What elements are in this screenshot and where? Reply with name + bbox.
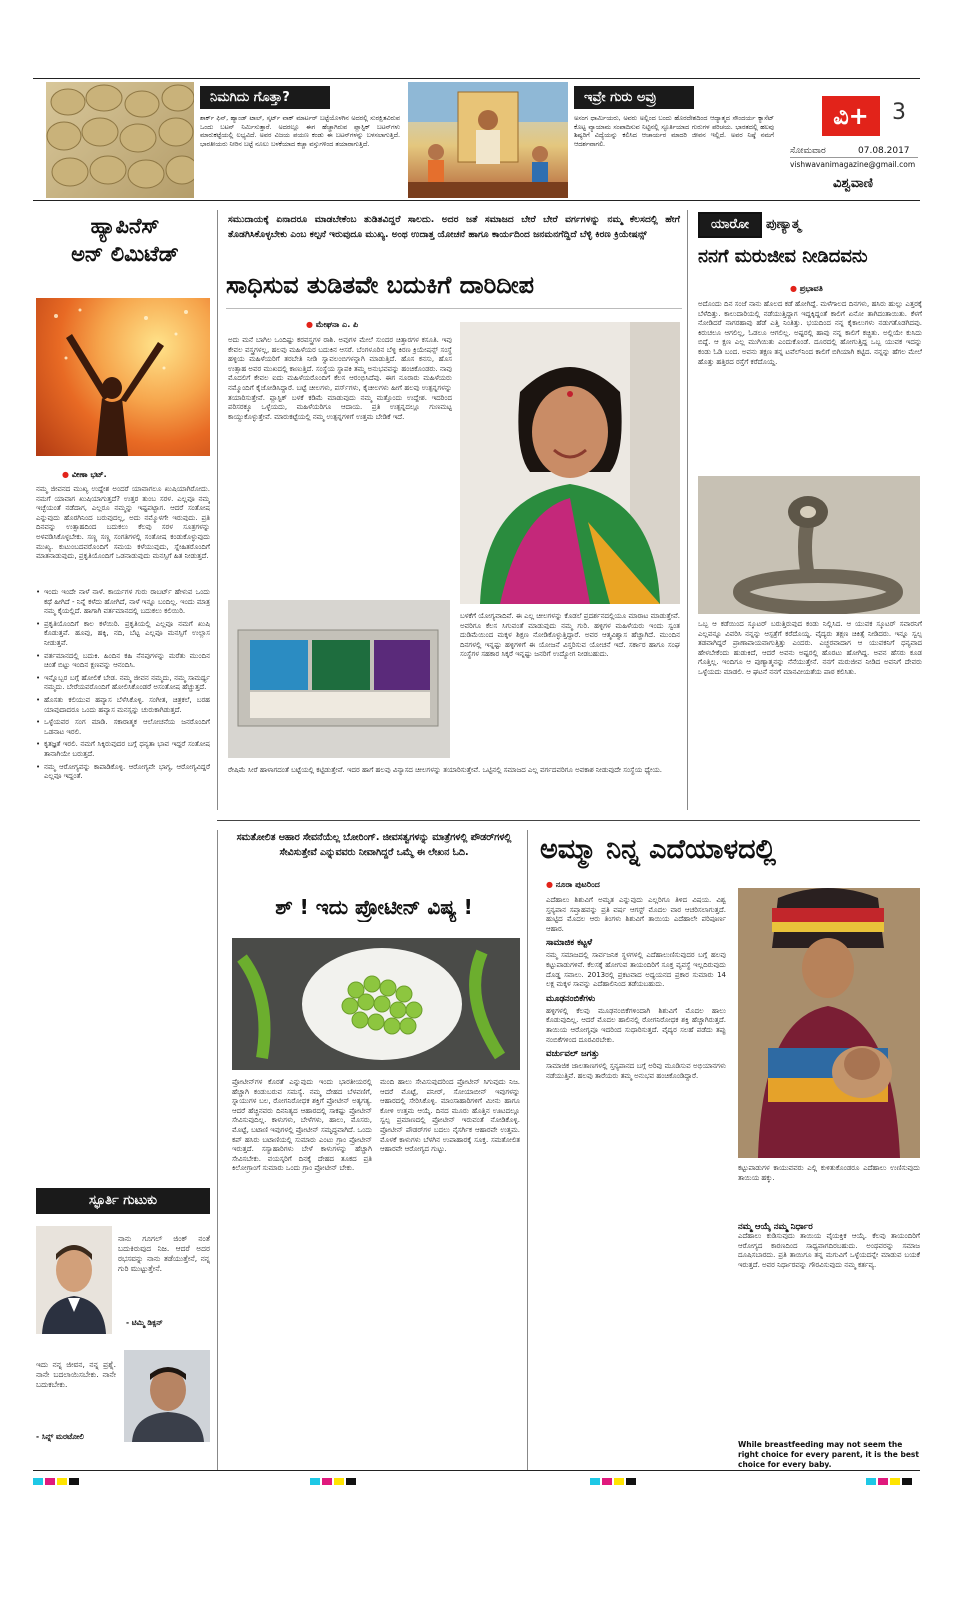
registration-marks-right xyxy=(866,1478,912,1485)
coins-photo xyxy=(46,82,194,198)
header-bottom-rule xyxy=(33,200,920,201)
fabric-bags-illustration xyxy=(228,600,450,758)
savior-body-2: ಒಬ್ಬ ಆ ಕಡೆಯಿಂದ ಸ್ಕೂಟರ್ ಬರುತ್ತಿರುವುದ ಕಂಡು ನಿಲ್ಲಿಸಿದ. ಆ ಯುವಕ ಸ್ಕೂಟರ್ ಸವಾರನಿಗೆ ಎಲ್ಲವನ್ನೂ ವಿವರಿಸಿ ನನ್ನನ್ನು ಆಸ್ಪತ್ರೆಗೆ ಕರೆದೊಯ್ದ. ವೈದ್ಯರು ತಕ್ಷಣ ಚಿಕಿತ್ಸೆ ನೀಡಿದರು. ಇನ್ನೂ ಸ್ವಲ್ಪ ತಡವಾಗಿದ್ದರೆ ಪ್ರಾಣಾಪಾಯವಾಗುತ್ತಿತ್ತು ಎಂದರು. ಎಚ್ಚರವಾದಾಗ ಆ ಯುವಕನಿಗೆ ಧನ್ಯವಾದ ಹೇಳಬೇಕೆಂದು ಹುಡುಕಿದೆ, ಆದರೆ ಅವನು ಅಷ್ಟರಲ್ಲಿ ಹೊರಟು ಹೋಗಿದ್ದ. ಅವನ ಹೆಸರು ಕೂಡ ಗೊತ್ತಿಲ್ಲ. ಇಂದಿಗೂ ಆ ಪುಣ್ಯಾತ್ಮನನ್ನು ನೆನೆಯುತ್ತೇನೆ. ನನಗೆ ಮರುಜೀವ ನೀಡಿದ ಅವನಿಗೆ ದೇವರು ಒಳ್ಳೆಯದು ಮಾಡಲಿ. ಆ ಘಟನೆ ನನಗೆ ಮಾನವೀಯತೆಯ ಪಾಠ ಕಲಿಸಿತು. xyxy=(698,620,922,676)
amma-para-3: ಸಾಮಾಜಿಕ ಜಾಲತಾಣಗಳಲ್ಲಿ ಸ್ತನ್ಯಪಾನದ ಬಗ್ಗೆ ಅರಿವು ಮೂಡಿಸುವ ಅಭಿಯಾನಗಳು ನಡೆಯುತ್ತಿವೆ. ಹಲವು ತಾರೆಯರು ತಮ್ಮ ಅನುಭವ ಹಂಚಿಕೊಂಡಿದ್ದಾರೆ. xyxy=(546,1062,726,1080)
happiness-photo xyxy=(36,298,210,456)
yellow-swatch xyxy=(890,1478,900,1485)
registration-marks-left xyxy=(33,1478,79,1485)
bottom-rule xyxy=(33,1470,920,1471)
savior-headline: ನನಗೆ ಮರುಜೀವ ನೀಡಿದವನು xyxy=(698,246,868,267)
mid-rule xyxy=(217,820,920,821)
byline-bullet-icon: ● xyxy=(306,320,316,329)
feature-headline: ಸಾಧಿಸುವ ತುಡಿತವೇ ಬದುಕಿಗೆ ದಾರಿದೀಪ xyxy=(226,271,535,299)
list-item: • ಒಳ್ಳೆಯವರ ಸಂಗ ಮಾಡಿ. ಸಕಾರಾತ್ಮಕ ಆಲೋಚನೆಯ ಜನರೊಂದಿಗೆ ಒಡನಾಟ ಇರಲಿ. xyxy=(36,718,210,737)
feature-byline xyxy=(306,320,358,330)
column-label-plain: ಪುಣ್ಯಾತ್ಮ xyxy=(766,217,801,232)
quote1-text: ನಾನು ಗೂಗಲ್ ಜಿಂಕ್ ನಂತೆ ಬದುಕಿರುವುದ ನಿಜ. ಆದರೆ ಅದರ ರಭಸವನ್ನು ನಾನು ತಡೆಯುತ್ತೇನೆ, ನನ್ನ ಗುರಿ ಮುಟ್ಟುತ್ತೇನೆ. xyxy=(118,1234,210,1273)
brand-name: ವಿಶ್ವವಾಣಿ xyxy=(833,176,873,191)
byline-bullet-icon: ● xyxy=(790,284,800,293)
guru-label: ಇವ್ರೇ ಗುರು ಅವ್ರು xyxy=(574,86,694,109)
feature-body: ಅದು ಮನೆ ಬಾಗಿಲ ಒಂದಿಷ್ಟು ಕರವಸ್ತ್ರಗಳ ರಾಶಿ. ಅವುಗಳ ಮೇಲೆ ಸುಂದರ ಚಿತ್ತಾರಗಳ ಕಸೂತಿ. ಇವು ಕೇವಲ ವಸ್ತ್ರಗಳಲ್ಲ, ಹಲವು ಮಹಿಳೆಯರ ಬದುಕಿನ ಆಸರೆ. ಬೆಂಗಳೂರಿನ ಬೆಳ್ಳಿ ಕಿರಣ ಕ್ರಿಯೇಷನ್ಸ್ ಸಂಸ್ಥೆ ಹಳ್ಳಿಯ ಮಹಿಳೆಯರಿಗೆ ತರಬೇತಿ ನೀಡಿ ಸ್ವಾವಲಂಬಿಗಳನ್ನಾಗಿ ಮಾಡುತ್ತಿದೆ. ಹೊಸ ಕನಸು, ಹೊಸ ಉತ್ಸಾಹ ಅವರ ಮುಖದಲ್ಲಿ ಕಾಣುತ್ತಿದೆ. ಸಂಸ್ಥೆಯ ಸ್ಥಾಪಕಿ ತಮ್ಮ ಅನುಭವವನ್ನು ಹಂಚಿಕೊಂಡರು. ನಾವು ಮೊದಲಿಗೆ ಕೇವಲ ಐದು ಮಹಿಳೆಯರೊಂದಿಗೆ ಕೆಲಸ ಆರಂಭಿಸಿದೆವು. ಈಗ ನೂರಾರು ಮಹಿಳೆಯರು ನಮ್ಮೊಂದಿಗೆ ಕೈಜೋಡಿಸಿದ್ದಾರೆ. ಬಟ್ಟೆ ಚೀಲಗಳು, ಪರ್ಸ್‌ಗಳು, ಕೈಚೀಲಗಳು ಹೀಗೆ ಹಲವು ಉತ್ಪನ್ನಗಳನ್ನು ತಯಾರಿಸುತ್ತೇವೆ. ಪ್ಲಾಸ್ಟಿಕ್ ಬಳಕೆ ಕಡಿಮೆ ಮಾಡುವುದು ನಮ್ಮ ಮತ್ತೊಂದು ಉದ್ದೇಶ. ಇದರಿಂದ ಪರಿಸರಕ್ಕೂ ಒಳ್ಳೆಯದು, ಮಹಿಳೆಯರಿಗೂ ಆದಾಯ. ಪ್ರತಿ ಉತ್ಪನ್ನದಲ್ಲೂ ಗುಣಮಟ್ಟ ಕಾಯ್ದುಕೊಳ್ಳುತ್ತೇವೆ. ಮಾರುಕಟ್ಟೆಯಲ್ಲಿ ನಮ್ಮ ಉತ್ಪನ್ನಗಳಿಗೆ ಉತ್ತಮ ಬೇಡಿಕೆ ಇದೆ. xyxy=(228,336,452,421)
column-label-boxed: ಯಾರೋ xyxy=(698,212,762,238)
did-you-know-label: ನಿಮಗಿದು ಗೊತ್ತಾ? xyxy=(200,86,330,109)
savior-byline xyxy=(790,284,823,294)
amma-para-1: ನಮ್ಮ ಸಮಾಜದಲ್ಲಿ ಸಾರ್ವಜನಿಕ ಸ್ಥಳಗಳಲ್ಲಿ ಎದೆಹಾಲುಣಿಸುವುದರ ಬಗ್ಗೆ ಹಲವು ಕಟ್ಟುಪಾಡುಗಳಿವೆ. ಕೆಲಸಕ್ಕೆ ಹೋಗುವ ತಾಯಂದಿರಿಗೆ ಸೂಕ್ತ ವ್ಯವಸ್ಥೆ ಇಲ್ಲದಿರುವುದು ದೊಡ್ಡ ಸವಾಲು. 2013ರಲ್ಲಿ ಪ್ರಕಟವಾದ ಅಧ್ಯಯನದ ಪ್ರಕಾರ ಸುಮಾರು 14 ಲಕ್ಷ ಮಕ್ಕಳ ಸಾವನ್ನು ಎದೆಹಾಲಿನಿಂದ ತಡೆಯಬಹುದು. xyxy=(546,951,726,989)
list-item: • ವರ್ತಮಾನದಲ್ಲಿ ಬದುಕಿ. ಹಿಂದಿನ ಕಹಿ ನೆನಪುಗಳನ್ನು ಮರೆತು ಮುಂದಿನ ಚಿಂತೆ ಬಿಟ್ಟು ಇಂದಿನ ಕ್ಷಣವನ್ನು ಆನಂದಿಸಿ. xyxy=(36,652,210,671)
date-label: 07.08.2017 xyxy=(858,146,910,156)
quote2-text: ಇದು ನನ್ನ ಜೀವನ, ನನ್ನ ಪ್ರಶ್ನೆ. ನಾನೇ ಬದಲಾಯಿಸಬೇಕು. ನಾನೇ ಬದುಕಬೇಕು. xyxy=(36,1360,116,1389)
magenta-swatch xyxy=(45,1478,55,1485)
amma-para-4: ಎದೆಹಾಲು ಕುಡಿಸುವುದು ತಾಯಿಯ ವೈಯಕ್ತಿಕ ಆಯ್ಕೆ. ಕೆಲವು ತಾಯಂದಿರಿಗೆ ಆರೋಗ್ಯದ ಕಾರಣದಿಂದ ಸಾಧ್ಯವಾಗದಿರಬಹುದು. ಅಂಥವರನ್ನು ಸಮಾಜ ದೂಷಿಸಬಾರದು. ಪ್ರತಿ ತಾಯಿಗೂ ತನ್ನ ಮಗುವಿಗೆ ಒಳ್ಳೆಯದನ್ನೇ ಮಾಡುವ ಬಯಕೆ ಇರುತ್ತದೆ. ಅವರ ನಿರ್ಧಾರವನ್ನು ಗೌರವಿಸುವುದು ನಮ್ಮ ಕರ್ತವ್ಯ. xyxy=(738,1232,920,1269)
list-item: • ನಮ್ಮ ಆರೋಗ್ಯವನ್ನು ಕಾಪಾಡಿಕೊಳ್ಳಿ. ಆರೋಗ್ಯವೇ ಭಾಗ್ಯ, ಆರೋಗ್ಯವಿದ್ದರೆ ಎಲ್ಲವೂ ಇದ್ದಂತೆ. xyxy=(36,763,210,782)
masthead-rule xyxy=(790,157,918,158)
black-swatch xyxy=(902,1478,912,1485)
savior-body: ಅದೊಂದು ದಿನ ಸಂಜೆ ನಾನು ಹೊಲದ ಕಡೆ ಹೋಗಿದ್ದೆ. ಮಳೆಗಾಲದ ದಿನಗಳು, ಹಸಿರು ಹುಲ್ಲು ಎತ್ತರಕ್ಕೆ ಬೆಳೆದಿತ್ತು. ಕಾಲುದಾರಿಯಲ್ಲಿ ನಡೆಯುತ್ತಿದ್ದಾಗ ಇದ್ದಕ್ಕಿದ್ದಂತೆ ಕಾಲಿಗೆ ಏನೋ ತಾಗಿದಂತಾಯಿತು. ಕೆಳಗೆ ನೋಡಿದರೆ ನಾಗರಹಾವು ಹೆಡೆ ಎತ್ತಿ ನಿಂತಿತ್ತು. ಭಯದಿಂದ ನನ್ನ ಕೈಕಾಲುಗಳು ನಡುಗತೊಡಗಿದವು. ಕಿರುಚಲೂ ಆಗಲಿಲ್ಲ, ಓಡಲೂ ಆಗಲಿಲ್ಲ. ಅಷ್ಟರಲ್ಲಿ ಹಾವು ನನ್ನ ಕಾಲಿಗೆ ಕಚ್ಚಿತು. ಅಲ್ಲಿಯೇ ಕುಸಿದು ಬಿದ್ದೆ. ಆ ಕ್ಷಣ ಎಲ್ಲ ಮುಗಿಯಿತು ಎಂದುಕೊಂಡೆ. ದೂರದಲ್ಲಿ ಹೋಗುತ್ತಿದ್ದ ಒಬ್ಬ ಯುವಕ ಇದನ್ನು ಕಂಡು ಓಡಿ ಬಂದ. ಅವನು ತಕ್ಷಣ ತನ್ನ ಟವೆಲ್‌ನಿಂದ ಕಾಲಿಗೆ ಬಿಗಿಯಾಗಿ ಕಟ್ಟಿದ. ನನ್ನನ್ನು ಹೆಗಲ ಮೇಲೆ ಹೊತ್ತು ಹತ್ತಿರದ ರಸ್ತೆಗೆ ಕರೆದೊಯ್ದ. xyxy=(698,300,922,366)
list-item: • ಕೃತಜ್ಞತೆ ಇರಲಿ. ನಮಗೆ ಸಿಕ್ಕಿರುವುದರ ಬಗ್ಗೆ ಧನ್ಯತಾ ಭಾವ ಇದ್ದರೆ ಸಂತೋಷ ತಾನಾಗಿಯೇ ಬರುತ್ತದೆ. xyxy=(36,740,210,759)
registration-marks-center-right xyxy=(590,1478,636,1485)
feature-portrait xyxy=(460,322,680,604)
happiness-title-line2: ಅನ್ ಲಿಮಿಟೆಡ್ xyxy=(71,242,179,266)
amma-intro: ಎದೆಹಾಲು ಶಿಶುವಿಗೆ ಅಮೃತ ಎನ್ನುವುದು ಎಲ್ಲರಿಗೂ ತಿಳಿದ ವಿಷಯ. ವಿಶ್ವ ಸ್ತನ್ಯಪಾನ ಸಪ್ತಾಹವನ್ನು ಪ್ರತಿ ವರ್ಷ ಆಗಸ್ಟ್ ಮೊದಲ ವಾರ ಆಚರಿಸಲಾಗುತ್ತದೆ. ಹುಟ್ಟಿದ ಮೊದಲ ಆರು ತಿಂಗಳು ಶಿಶುವಿಗೆ ತಾಯಿಯ ಎದೆಹಾಲೇ ಪರಿಪೂರ್ಣ ಆಹಾರ. xyxy=(546,896,726,933)
column-rule-2 xyxy=(687,210,688,810)
cyan-swatch xyxy=(33,1478,43,1485)
guru-illustration xyxy=(408,82,568,198)
amma-left-column xyxy=(546,896,726,1466)
feature-body-2: ಬಳಕೆಗೆ ಯೋಗ್ಯವಾದಿವೆ. ಈ ಎಲ್ಲ ಚೀಲಗಳನ್ನು ಕೊಡಲೆ ಪ್ರದರ್ಶನದಲ್ಲಿಯೂ ಮಾರಾಟ ಮಾಡುತ್ತೇವೆ. ಅವರಿಗೂ ಕೆಲಸ ಸಿಗುವಂತೆ ಮಾಡುವುದು ನಮ್ಮ ಗುರಿ. ಹಳ್ಳಿಗಳ ಮಹಿಳೆಯರು ಇಂದು ಸ್ವಂತ ದುಡಿಮೆಯಿಂದ ಮಕ್ಕಳ ಶಿಕ್ಷಣ ನೋಡಿಕೊಳ್ಳುತ್ತಿದ್ದಾರೆ. ಅವರ ಆತ್ಮವಿಶ್ವಾಸ ಹೆಚ್ಚಾಗಿದೆ. ಮುಂದಿನ ದಿನಗಳಲ್ಲಿ ಇನ್ನಷ್ಟು ಹಳ್ಳಿಗಳಿಗೆ ಈ ಯೋಜನೆ ವಿಸ್ತರಿಸುವ ಯೋಚನೆ ಇದೆ. ಸರ್ಕಾರ ಹಾಗೂ ಸಂಘ ಸಂಸ್ಥೆಗಳ ಸಹಕಾರ ಸಿಕ್ಕರೆ ಇನ್ನಷ್ಟು ಜನರಿಗೆ ಉದ್ಯೋಗ ನೀಡಬಹುದು. xyxy=(460,612,680,659)
magenta-swatch xyxy=(602,1478,612,1485)
column-rule-3 xyxy=(527,830,528,1470)
quote2-photo xyxy=(124,1350,210,1442)
column-rule-1 xyxy=(217,210,218,810)
amma-byline xyxy=(546,880,600,890)
woman-portrait xyxy=(460,322,680,604)
black-swatch xyxy=(626,1478,636,1485)
happiness-byline-text: ವೀಣಾ ಭಟ್. xyxy=(71,470,107,479)
list-item: • ಹೊಸತು ಕಲಿಯುವ ಹವ್ಯಾಸ ಬೆಳೆಸಿಕೊಳ್ಳಿ. ಸಂಗೀತ, ಚಿತ್ರಕಲೆ, ಬರಹ ಯಾವುದಾದರೂ ಒಂದು ಹವ್ಯಾಸ ಮನಸ್ಸನ್ನು ಚುರುಕಾಗಿಡುತ್ತದೆ. xyxy=(36,696,210,715)
happiness-intro: ನಮ್ಮ ಜೀವನದ ಮುಖ್ಯ ಉದ್ದೇಶ ಅಂದರೆ ಯಾವಾಗಲೂ ಖುಷಿಯಾಗಿರೋದು. ನಮಗೆ ಯಾವಾಗ ಖುಷಿಯಾಗುತ್ತದೆ? ಉತ್ತರ ತುಂಬ ಸರಳ. ಎಲ್ಲವೂ ನಮ್ಮ ಇಚ್ಛೆಯಂತೆ ನಡೆದಾಗ, ಎಲ್ಲರೂ ನಮ್ಮನ್ನು ಇಷ್ಟಪಟ್ಟಾಗ. ಆದರೆ ಸಂತೋಷ ಎನ್ನುವುದು ಹೊರಗಿನಿಂದ ಬರುವುದಲ್ಲ, ಅದು ನಮ್ಮೊಳಗೇ ಇರುವುದು. ಪ್ರತಿ ದಿನವನ್ನು ಉತ್ಸಾಹದಿಂದ ಬದುಕಲು ಕೆಲವು ಸರಳ ಸೂತ್ರಗಳನ್ನು ಅಳವಡಿಸಿಕೊಳ್ಳಬೇಕು. ಸಣ್ಣ ಸಣ್ಣ ಸಂಗತಿಗಳಲ್ಲಿ ಸಂತೋಷ ಕಂಡುಕೊಳ್ಳುವುದು ಮುಖ್ಯ. ಕುಟುಂಬದವರೊಂದಿಗೆ ಸಮಯ ಕಳೆಯುವುದು, ಸ್ನೇಹಿತರೊಂದಿಗೆ ಮಾತನಾಡುವುದು, ಪ್ರಕೃತಿಯೊಂದಿಗೆ ಒಡನಾಡುವುದು ಮನಸ್ಸಿಗೆ ಹಿತ ನೀಡುತ್ತದೆ. xyxy=(36,485,210,561)
amma-headline: ಅಮ್ಮಾ ನಿನ್ನ ಎದೆಯಾಳದಲ್ಲಿ xyxy=(540,834,776,865)
man-portrait xyxy=(36,1226,112,1334)
byline-bullet-icon: ● xyxy=(62,470,72,479)
quote1-photo xyxy=(36,1226,112,1334)
mother-child-illustration xyxy=(738,888,920,1158)
happiness-title xyxy=(40,212,210,268)
yellow-swatch xyxy=(614,1478,624,1485)
brand-logo: ವಿ+ xyxy=(822,96,880,136)
cobra-illustration xyxy=(698,476,920,614)
black-swatch xyxy=(69,1478,79,1485)
registration-marks-center xyxy=(310,1478,356,1485)
yellow-swatch xyxy=(57,1478,67,1485)
list-item: • ಪ್ರಕೃತಿಯೊಂದಿಗೆ ಕಾಲ ಕಳೆಯಿರಿ. ಪ್ರಕೃತಿಯಲ್ಲಿ ಎಲ್ಲವೂ ನಮಗೆ ಖುಷಿ ಕೊಡುತ್ತವೆ. ಹೂವು, ಹಕ್ಕಿ, ನದಿ, ಬೆಟ್ಟ ಎಲ್ಲವೂ ಮನಸ್ಸಿಗೆ ಉಲ್ಲಾಸ ನೀಡುತ್ತವೆ. xyxy=(36,620,210,649)
feature-deck: ಸಮುದಾಯಕ್ಕೆ ಏನಾದರೂ ಮಾಡಬೇಕೆಂಬ ತುಡಿತವಿದ್ದರೆ ಸಾಲದು. ಅದರ ಜತೆ ಸಮಾಜದ ಬೇರೆ ಬೇರೆ ವರ್ಗಗಳನ್ನು ನಮ್ಮ ಕೆಲಸದಲ್ಲಿ ಹೇಗೆ ತೊಡಗಿಸಿಕೊಳ್ಳಬೇಕು ಎಂಬ ಕಲ್ಪನೆ ಇರುವುದೂ ಮುಖ್ಯ. ಅಂಥ ಉದಾತ್ತ ಯೋಚನೆ ಹಾಗೂ ಕಾರ್ಯದಿಂದ ಜನಮನಗೆದ್ದಿದೆ ಬೆಳ್ಳಿ ಕಿರಣ ಕ್ರಿಯೇಷನ್ಸ್ xyxy=(228,214,680,240)
coins-illustration xyxy=(46,82,194,198)
top-rule xyxy=(33,78,920,79)
byline-bullet-icon: ● xyxy=(546,880,556,889)
list-item: • ಇಂದು ಇಂದೇ ನಾಳೆ ನಾಳೆ. ಕಾರ್ಯಗಳ ಗುರು ರಾಬರ್ಟ್ ಹೇಳುವ ಒಂದು ಕಥೆ ಹೀಗಿದೆ - ನಿನ್ನೆ ಕಳೆದು ಹೋಗಿದೆ, ನಾಳೆ ಇನ್ನೂ ಬಂದಿಲ್ಲ. ಇಂದು ಮಾತ್ರ ನಮ್ಮ ಕೈಯಲ್ಲಿದೆ. ಹಾಗಾಗಿ ವರ್ತಮಾನದಲ್ಲಿ ಬದುಕಲು ಕಲಿಯಿರಿ. xyxy=(36,588,210,617)
amma-side-caption: ಕಟ್ಟುಪಾಡುಗಳ ಕಾಯುವವರು ಎಲ್ಲಿ ಕುಳಿತುಕೊಂಡರೂ ಎದೆಹಾಲು ಉಣಿಸುವುದು ತಾಯಿಯ ಹಕ್ಕು. xyxy=(738,1164,920,1182)
list-item: • ಇನ್ನೊಬ್ಬರ ಬಗ್ಗೆ ಹೋಲಿಕೆ ಬೇಡ. ನಮ್ಮ ಜೀವನ ನಮ್ಮದು, ನಮ್ಮ ಸಾಮರ್ಥ್ಯ ನಮ್ಮದು. ಬೇರೆಯವರೊಂದಿಗೆ ಹೋಲಿಸಿಕೊಂಡರೆ ಅಸಂತೋಷ ಹೆಚ್ಚುತ್ತದೆ. xyxy=(36,674,210,693)
bags-photo xyxy=(228,600,450,758)
email-link[interactable]: vishwavanimagazine@gmail.com xyxy=(790,160,916,169)
savior-byline-text: ಪ್ರಭಾವತಿ xyxy=(799,284,823,293)
amma-subhead-2: ಮೂಢನಂಬಿಕೆಗಳು xyxy=(546,993,596,1004)
cyan-swatch xyxy=(310,1478,320,1485)
yellow-swatch xyxy=(334,1478,344,1485)
amma-subhead-1: ಸಾಮಾಜಿಕ ಕಟ್ಟಳೆ xyxy=(546,938,593,949)
happiness-byline xyxy=(62,470,107,480)
happiness-tips-list xyxy=(36,588,210,1173)
green-peas-illustration xyxy=(232,938,520,1070)
inspiration-label: ಸ್ಫೂರ್ತಿ ಗುಟುಕು xyxy=(36,1188,210,1214)
protein-deck: ಸಮತೋಲಿತ ಆಹಾರ ಸೇವನೆಯೆಲ್ಲ ಬೋರಿಂಗ್. ಜೀವಸತ್ವಗಳನ್ನು ಮಾತ್ರೆಗಳಲ್ಲಿ ಪೌಡರ್‌ಗಳಲ್ಲಿ ಸೇವಿಸುತ್ತೇವೆ ಎನ್ನುವವರು ನೀವಾಗಿದ್ದರೆ ಒಮ್ಮೆ ಈ ಲೇಖನ ಓದಿ. xyxy=(236,832,512,858)
day-label: ಸೋಮವಾರ xyxy=(790,146,826,156)
amma-byline-text: ನೂರಾ ಪುಟರಿಂದ xyxy=(555,880,600,889)
did-you-know-text: ಶಾರ್ಕ್ ಫಿನ್, ಹ್ಯಾಂಡ್ ಟಾಲ್, ಸ್ಕರ್ಟ್ ವಾಕ್ ಮಾರ್ಟರ್ ಬಟ್ಟೆಯೊಳಗಿನ ಅದರಲ್ಲಿ ಸುರಕ್ಷಿತವಿರುವ ಒಂದು ಬಟನ್ ನಿರ್ಮಿಸುತ್ತಾರೆ. ಅದರಲ್ಲೂ ಈಗ ಹೆಚ್ಚಾಗಿರುವ ಪ್ಲಾಸ್ಟಿಕ್ ಬಟನ್‌ಗಳು ಮಾರುಕಟ್ಟೆಯಲ್ಲಿ ಲಭ್ಯವಿದೆ. ಅವರ ವಿಜಯ ಪಯಣ ಕಂಡು ಈ ಬಟನ್‌ಗಳನ್ನು ಬಳಸಲಾಗುತ್ತಿದೆ. ಭಾರತೀಯರು ನೀರಿನ ಬಟ್ಟೆ ನೂಲು ಬಳಕೆಯಾದ ಕಚ್ಚಾ ವಸ್ತುಗಳಿಂದ ತಯಾರಾಗುತ್ತಿದೆ. xyxy=(200,114,400,148)
happiness-title-line1: ಹ್ಯಾಪಿನೆಸ್ xyxy=(90,214,160,238)
quote2-author: - ಸಿನ್ನ್ ಮರಟೋಲಿ xyxy=(36,1432,84,1441)
feature-byline-text: ಮೇಘನಾ ಎ. ಪಿ xyxy=(315,320,359,329)
amma-subhead-4: ನಮ್ಮ ಆಯ್ಕೆ ನಮ್ಮ ನಿರ್ಧಾರ xyxy=(738,1222,813,1232)
quote1-author: - ಟಿಮ್ಮಿ ಡಿಕ್ಸನ್ xyxy=(126,1318,163,1327)
guru-painting xyxy=(408,82,568,198)
page-number: 3 xyxy=(892,100,906,125)
cyan-swatch xyxy=(590,1478,600,1485)
protein-headline: ಶ್ ! ಇದು ಪ್ರೋಟೀನ್ ವಿಷ್ಯ ! xyxy=(275,895,473,919)
man-portrait-2 xyxy=(124,1350,210,1442)
guru-text: ಅಸಂಗ ಧಾರ್ಮಿಯರು, ಅವರು ಅಲ್ಲಿಂದ ಬಂದು ಹೊರದೇಶದಿಂದ ಆದ್ಯಾತ್ಮದ ಸೌಂದರ್ಯ ಕ್ಯಾಸೆಟ್ ಕೊಟ್ಟ ವ್ಯಾಯಾಮ ಸಂಪಾದಿಸುವ ನಿಟ್ಟಿನಲ್ಲಿ ಸ್ಫೂರ್ತಿಯಾದ ಗುರುಗಳ ಪರಿಚಯ. ಭಾರತದಲ್ಲಿ ಹಲವು ಶಿಷ್ಯರಿಗೆ ವಿದ್ಯೆಯನ್ನು ಕಲಿಸಿದ ಆಚಾರ್ಯರ ಮಾದರಿ ಜೀವನ ಇಲ್ಲಿದೆ. ಅವರ ನಿಷ್ಠೆ ನಮಗೆ ಆದರ್ಶವಾಗಲಿ. xyxy=(574,114,774,148)
feature-body-3: ರೇಷಿಮೆ ಸೀರೆ ಹಾಳಾಗದಂತೆ ಬಟ್ಟೆಯಲ್ಲಿ ಕಟ್ಟಿಡುತ್ತೇವೆ. ಇದರ ಹಾಗೆ ಹಲವು ವಿನ್ಯಾಸದ ಚೀಲಗಳನ್ನು ತಯಾರಿಸುತ್ತೇವೆ. ಒಟ್ಟಿನಲ್ಲಿ ಸಮಾಜದ ಎಲ್ಲ ವರ್ಗದವರಿಗೂ ಅವಕಾಶ ನೀಡುವುದೇ ಸಂಸ್ಥೆಯ ಧ್ಯೇಯ. xyxy=(228,766,663,774)
amma-para-2: ಹಳ್ಳಿಗಳಲ್ಲಿ ಕೆಲವು ಮೂಢನಂಬಿಕೆಗಳಿಂದಾಗಿ ಶಿಶುವಿಗೆ ಮೊದಲ ಹಾಲು ಕೊಡುವುದಿಲ್ಲ. ಆದರೆ ಮೊದಲ ಹಾಲಿನಲ್ಲಿ ರೋಗನಿರೋಧಕ ಶಕ್ತಿ ಹೆಚ್ಚಾಗಿರುತ್ತದೆ. ತಾಯಿಯ ಆರೋಗ್ಯವೂ ಇದರಿಂದ ಸುಧಾರಿಸುತ್ತದೆ. ವೈದ್ಯರ ಸಲಹೆ ಪಡೆದು ತಪ್ಪು ನಂಬಿಕೆಗಳಿಂದ ದೂರವಿರಬೇಕು. xyxy=(546,1006,726,1044)
joyful-silhouette xyxy=(36,298,210,456)
cobra-photo xyxy=(698,476,920,614)
protein-body-2: ಮಂದಿ ಹಾಲು ಸೇವಿಸುವುದರಿಂದ ಪ್ರೋಟೀನ್ ಸಿಗುವುದು ನಿಜ. ಆದರೆ ಮೊಟ್ಟೆ, ಪನೀರ್, ಸೋಯಾಬೀನ್ ಇವುಗಳನ್ನು ಆಹಾರದಲ್ಲಿ ಸೇರಿಸಿಕೊಳ್ಳಿ. ಮಾಂಸಾಹಾರಿಗಳಿಗೆ ಮೀನು ಹಾಗೂ ಕೋಳಿ ಉತ್ತಮ ಆಯ್ಕೆ. ದಿನದ ಮೂರು ಹೊತ್ತಿನ ಊಟದಲ್ಲೂ ಸ್ವಲ್ಪ ಪ್ರಮಾಣದಲ್ಲಿ ಪ್ರೋಟೀನ್ ಇರುವಂತೆ ನೋಡಿಕೊಳ್ಳಿ. ಪ್ರೋಟೀನ್ ಪೌಡರ್‌ಗಳ ಬದಲು ನೈಸರ್ಗಿಕ ಆಹಾರವೇ ಉತ್ತಮ. ಮೊಳಕೆ ಕಾಳುಗಳು ಬೆಳಗಿನ ಉಪಾಹಾರಕ್ಕೆ ಸೂಕ್ತ. ಸಮತೋಲಿತ ಆಹಾರವೇ ಆರೋಗ್ಯದ ಗುಟ್ಟು. xyxy=(380,1078,520,1154)
magenta-swatch xyxy=(878,1478,888,1485)
mother-photo xyxy=(738,888,920,1158)
amma-subhead-3: ವರ್ಚುವಲ್ ಜಗತ್ತು xyxy=(546,1049,600,1060)
cyan-swatch xyxy=(866,1478,876,1485)
feature-headline-rule xyxy=(226,308,682,309)
english-caption: While breastfeeding may not seem the right choice for every parent, it is the best choice for every baby. xyxy=(738,1440,919,1469)
peas-photo xyxy=(232,938,520,1070)
column-rule-1b xyxy=(217,830,218,1470)
magenta-swatch xyxy=(322,1478,332,1485)
black-swatch xyxy=(346,1478,356,1485)
protein-body: ಪ್ರೋಟೀನ್‌ಗಳ ಕೊರತೆ ಎನ್ನುವುದು ಇಂದು ಭಾರತೀಯರಲ್ಲಿ ಹೆಚ್ಚಾಗಿ ಕಂಡುಬರುವ ಸಮಸ್ಯೆ. ನಮ್ಮ ದೇಹದ ಬೆಳವಣಿಗೆ, ಸ್ನಾಯುಗಳ ಬಲ, ರೋಗನಿರೋಧಕ ಶಕ್ತಿಗೆ ಪ್ರೋಟೀನ್ ಅತ್ಯಗತ್ಯ. ಆದರೆ ಹೆಚ್ಚಿನವರು ದಿನನಿತ್ಯದ ಆಹಾರದಲ್ಲಿ ಸಾಕಷ್ಟು ಪ್ರೋಟೀನ್ ಸೇವಿಸುವುದಿಲ್ಲ. ಕಾಳುಗಳು, ಬೇಳೆಗಳು, ಹಾಲು, ಮೊಸರು, ಮೊಟ್ಟೆ, ಬಟಾಣಿ ಇವುಗಳಲ್ಲಿ ಪ್ರೋಟೀನ್ ಸಮೃದ್ಧವಾಗಿದೆ. ಒಂದು ಕಪ್ ಹಸಿರು ಬಟಾಣಿಯಲ್ಲಿ ಸುಮಾರು ಎಂಟು ಗ್ರಾಂ ಪ್ರೋಟೀನ್ ಇರುತ್ತದೆ. ಸಸ್ಯಾಹಾರಿಗಳು ಬೇಳೆ ಕಾಳುಗಳನ್ನು ಹೆಚ್ಚಾಗಿ ಸೇವಿಸಬೇಕು. ವಯಸ್ಕರಿಗೆ ದಿನಕ್ಕೆ ದೇಹದ ತೂಕದ ಪ್ರತಿ ಕಿಲೋಗ್ರಾಂಗೆ ಸುಮಾರು ಒಂದು ಗ್ರಾಂ ಪ್ರೋಟೀನ್ ಬೇಕು. xyxy=(232,1078,372,1173)
